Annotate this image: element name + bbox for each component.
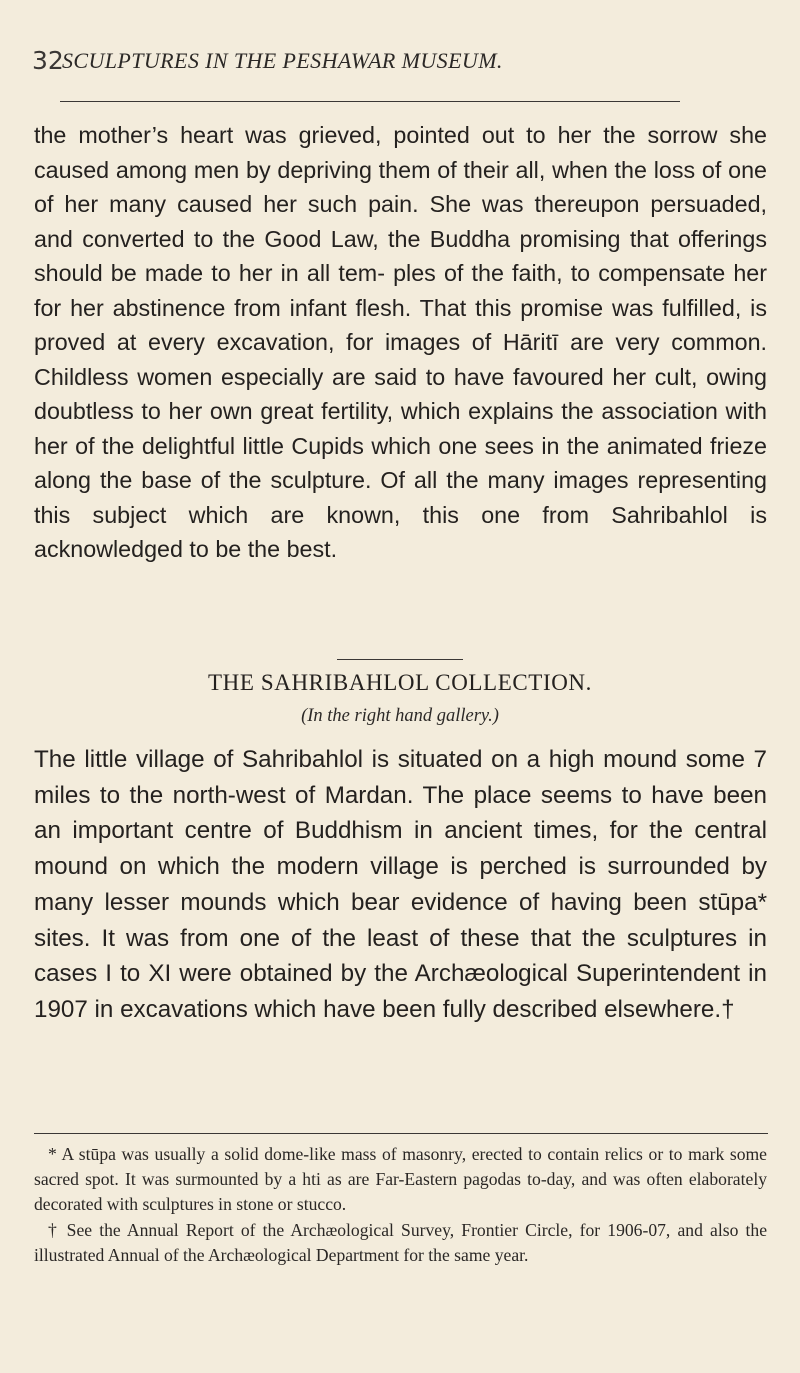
body-paragraph: the mother’s heart was grieved, pointed out to her the sorrow she caused among men by depriving them of their all, when the loss of one of her many caused her such pain. She was thereupon persuaded, and converted to the Good Law, the Buddha promising that offerings should be made to her in all tem- ples of the faith, to compensate her for her abstinence from infant flesh. That this promise was fulfilled, is proved at every excavation, for images of Hāritī are very common. Childless women especially are said to have favoured her cult, owing doubtless to her own great fertility, which explains the association with her of the delightful little Cupids which one sees in the animated frieze along the base of the sculpture. Of all the many images representing this subject which are known, this one from Sahribahlol is acknowledged to be the best. <box>34 122 767 562</box>
footnote-rule <box>34 1133 768 1134</box>
section-paragraph: The little village of Sahribahlol is situated on a high mound some 7 miles to the north-west of Mardan. The place seems to have been an important centre of Buddhism in ancient times, for the central mound on which the modern village is perched is surrounded by many lesser mounds which bear evidence of having been stūpa* sites. It was from one of the least of these that the sculptures in cases I to XI were obtained by the Archæological Superintendent in 1907 in excavations which have been fully described elsewhere.† <box>34 746 767 1023</box>
section-title: THE SAHRIBAHLOL COLLECTION. <box>208 670 592 695</box>
section-subtitle: (In the right hand gallery.) <box>301 706 499 726</box>
footnote-stupa: * A stūpa was usually a solid dome-like mass of masonry, erected to contain relics or to mark some sacred spot. It was surmounted by a hti as are Far-Eastern pagodas to-day, and was often elaborately decorated with sculptures in stone or stucco. <box>34 1144 767 1214</box>
main-text <box>34 118 767 567</box>
header-rule <box>60 101 680 102</box>
section-divider <box>337 659 463 660</box>
running-head <box>32 46 752 96</box>
page-number: 32 <box>32 46 64 75</box>
footnote-annual-report: † See the Annual Report of the Archæological Survey, Frontier Circle, for 1906-07, and also the illustrated Annual of the Archæological Department for the same year. <box>34 1220 767 1265</box>
footnotes <box>34 1142 767 1268</box>
section-text <box>34 742 767 1028</box>
running-title: SCULPTURES IN THE PESHAWAR MUSEUM. <box>62 48 503 73</box>
